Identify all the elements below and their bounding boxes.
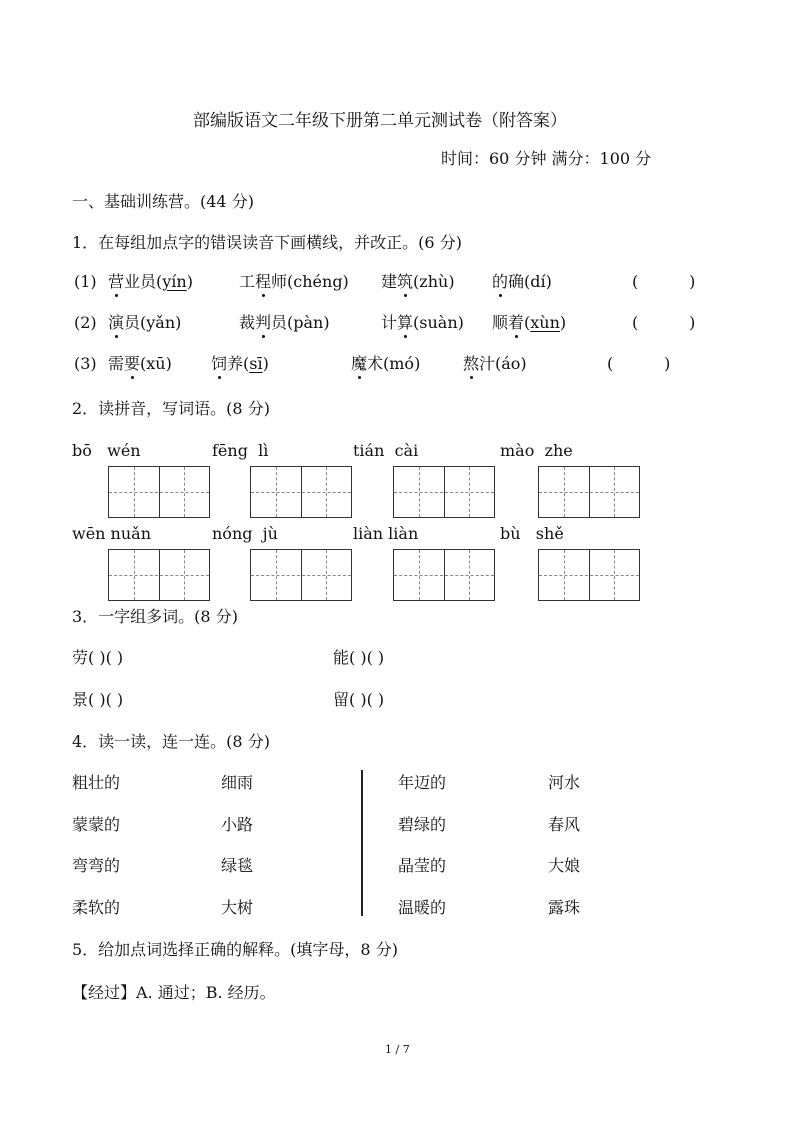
match-left-noun[interactable]: 细雨 (221, 773, 254, 792)
q1-word-item: 的确(dí) (492, 272, 552, 291)
answer-blank[interactable]: ( ) (632, 272, 696, 291)
q1-word-item: 工程师(chéng) (239, 272, 349, 291)
dotted-character: 着 (508, 313, 525, 332)
page-number: 1 / 7 (385, 1043, 410, 1056)
q3-line-2b: 留( )( ) (333, 690, 385, 709)
dotted-character: 筑 (397, 272, 414, 291)
dotted-character: 饲 (211, 354, 228, 373)
writing-grid[interactable] (250, 549, 352, 601)
underlined-pinyin: xùn (530, 313, 560, 332)
question-3-stem: 3．一字组多词。(8 分) (72, 607, 238, 626)
match-right-noun[interactable]: 春风 (548, 815, 581, 834)
dotted-character: 程 (255, 272, 272, 291)
pinyin-prompt: mào zhe (500, 441, 573, 460)
dotted-character: 要 (124, 354, 141, 373)
pinyin-prompt: wēn nuǎn (72, 524, 152, 543)
answer-blank[interactable]: ( ) (607, 354, 671, 373)
writing-grid[interactable] (250, 466, 352, 518)
match-right-adjective[interactable]: 温暖的 (398, 898, 447, 917)
q1-word-item: 计算(suàn) (381, 313, 464, 332)
dotted-character: 演 (108, 313, 125, 332)
pinyin-prompt: fēng lì (212, 441, 269, 460)
q1-word-item: 裁判员(pàn) (239, 313, 330, 332)
writing-grid[interactable] (393, 466, 495, 518)
pinyin-prompt: tián cài (353, 441, 419, 460)
match-left-adjective[interactable]: 蒙蒙的 (72, 815, 121, 834)
match-left-noun[interactable]: 小路 (221, 815, 254, 834)
match-right-noun[interactable]: 大娘 (548, 856, 581, 875)
q1-word-item: 营业员(yín) (108, 272, 193, 291)
match-left-adjective[interactable]: 柔软的 (72, 898, 121, 917)
match-right-noun[interactable]: 露珠 (548, 898, 581, 917)
section-heading: 一、基础训练营。(44 分) (72, 192, 254, 211)
q1-row-number: (2) (74, 313, 97, 332)
page-title: 部编版语文二年级下册第二单元测试卷（附答案） (193, 111, 567, 131)
dotted-character: 判 (255, 313, 272, 332)
exam-meta: 时间：60 分钟 满分：100 分 (441, 149, 652, 168)
dotted-character: 熬 (463, 354, 480, 373)
q3-line-2a: 景( )( ) (72, 690, 124, 709)
pinyin-prompt: liàn liàn (353, 524, 419, 543)
writing-grid[interactable] (108, 549, 210, 601)
writing-grid[interactable] (538, 466, 640, 518)
q1-row-number: (3) (74, 354, 97, 373)
q3-line-1b: 能( )( ) (333, 648, 385, 667)
question-5-line: 【经过】A. 通过；B. 经历。 (72, 983, 276, 1002)
writing-grid[interactable] (108, 466, 210, 518)
question-2-stem: 2．读拼音，写词语。(8 分) (72, 399, 270, 418)
match-divider (361, 770, 363, 916)
q3-line-1a: 劳( )( ) (72, 648, 124, 667)
match-left-noun[interactable]: 绿毯 (221, 856, 254, 875)
answer-blank[interactable]: ( ) (632, 313, 696, 332)
writing-grid[interactable] (538, 549, 640, 601)
q1-word-item: 顺着(xùn) (492, 313, 567, 332)
match-right-noun[interactable]: 河水 (548, 773, 581, 792)
dotted-character: 营 (108, 272, 125, 291)
match-right-adjective[interactable]: 年迈的 (398, 773, 447, 792)
q1-word-item: 魔术(mó) (351, 354, 421, 373)
q1-word-item: 熬汁(áo) (463, 354, 527, 373)
q1-word-item: 饲养(sī) (211, 354, 269, 373)
q1-row-number: (1) (74, 272, 97, 291)
q1-word-item: 需要(xū) (108, 354, 172, 373)
match-left-adjective[interactable]: 弯弯的 (72, 856, 121, 875)
match-right-adjective[interactable]: 晶莹的 (398, 856, 447, 875)
dotted-character: 算 (397, 313, 414, 332)
pinyin-prompt: bō wén (72, 441, 141, 460)
match-left-adjective[interactable]: 粗壮的 (72, 773, 121, 792)
underlined-pinyin: yín (162, 272, 187, 291)
match-right-adjective[interactable]: 碧绿的 (398, 815, 447, 834)
pinyin-prompt: nóng jù (212, 524, 278, 543)
q1-word-item: 演员(yǎn) (108, 313, 182, 332)
dotted-character: 魔 (351, 354, 368, 373)
q1-word-item: 建筑(zhù) (381, 272, 455, 291)
match-left-noun[interactable]: 大树 (221, 898, 254, 917)
writing-grid[interactable] (393, 549, 495, 601)
question-5-stem: 5．给加点词选择正确的解释。(填字母，8 分) (72, 940, 398, 959)
pinyin-prompt: bù shě (500, 524, 564, 543)
dotted-character: 的 (492, 272, 509, 291)
question-4-stem: 4．读一读，连一连。(8 分) (72, 732, 270, 751)
underlined-pinyin: sī (249, 354, 263, 373)
question-1-stem: 1．在每组加点字的错误读音下画横线，并改正。(6 分) (72, 233, 462, 252)
